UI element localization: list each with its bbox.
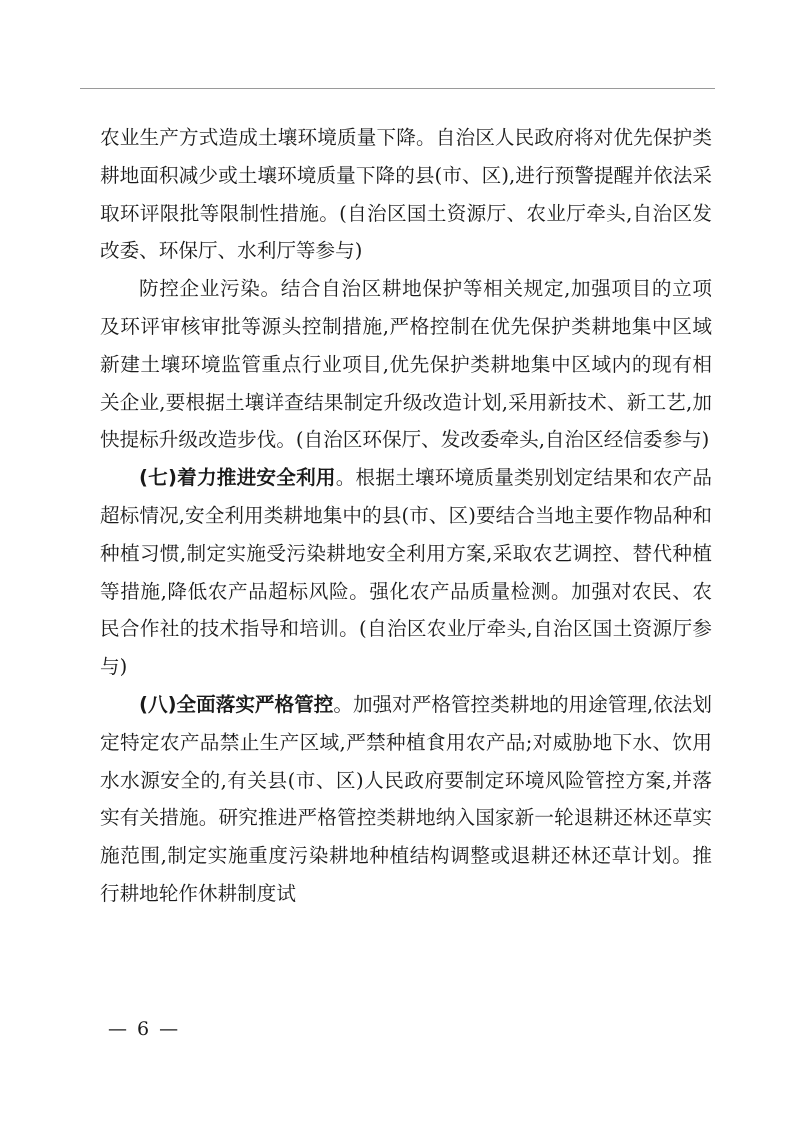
paragraph-safe-utilization: [100, 459, 712, 686]
paragraph-enterprise-pollution: [100, 270, 712, 459]
paragraph-continuation: [100, 119, 712, 270]
paragraph-strict-control: [100, 686, 712, 913]
section-heading-8: (八)全面落实严格管控: [139, 692, 334, 716]
paragraph-text: 。加强对严格管控类耕地的用途管理,依法划定特定农产品禁止生产区域,严禁种植食用农产品;对威胁地下水、饮用水水源安全的,有关县(市、区)人民政府要制定环境风险管控方案,并落实有关措施。研究推进严格管控类耕地纳入国家新一轮退耕还林还草实施范围,制定实施重度污染耕地种植结构调整或退耕还林还草计划。推行耕地轮作休耕制度试: [100, 692, 712, 905]
page-number: — 6 —: [108, 1018, 181, 1040]
paragraph-text: 。根据土壤环境质量类别划定结果和农产品超标情况,安全利用类耕地集中的县(市、区)要结合当地主要作物品种和种植习惯,制定实施受污染耕地安全利用方案,采取农艺调控、替代种植等措施,降低农产品超标风险。强化农产品质量检测。加强对农民、农民合作社的技术指导和培训。(自治区农业厅牵头,自治区国土资源厅参与): [100, 466, 712, 679]
paragraph-text: 农业生产方式造成土壤环境质量下降。自治区人民政府将对优先保护类耕地面积减少或土壤环境质量下降的县(市、区),进行预警提醒并依法采取环评限批等限制性措施。(自治区国土资源厅、农业厅牵头,自治区发改委、环保厅、水利厅等参与): [100, 126, 712, 263]
body-text: [100, 119, 712, 913]
header-rule: [80, 88, 715, 89]
paragraph-text: 防控企业污染。结合自治区耕地保护等相关规定,加强项目的立项及环评审核审批等源头控制措施,严格控制在优先保护类耕地集中区域新建土壤环境监管重点行业项目,优先保护类耕地集中区域内的现有相关企业,要根据土壤详查结果制定升级改造计划,采用新技术、新工艺,加快提标升级改造步伐。(自治区环保厅、发改委牵头,自治区经信委参与): [100, 277, 712, 452]
section-heading-7: (七)着力推进安全利用: [139, 466, 336, 490]
